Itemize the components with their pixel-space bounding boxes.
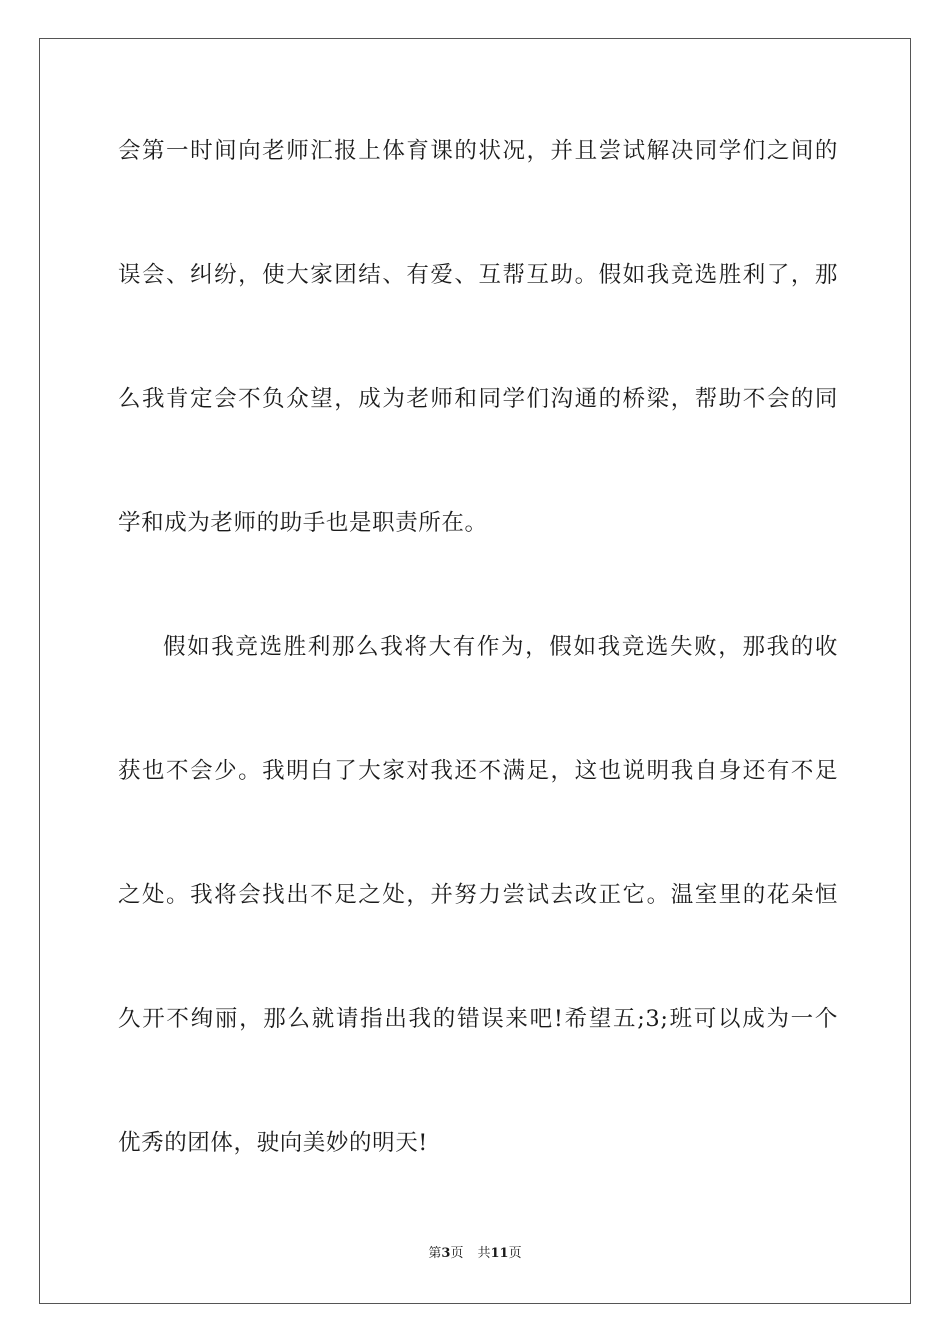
total-suffix: 页 (508, 1246, 522, 1261)
page-frame (39, 38, 911, 1304)
paragraph-line-3: 么我肯定会不负众望，成为老师和同学们沟通的桥梁，帮助不会的同 (118, 386, 838, 412)
total-prefix: 共 (477, 1246, 491, 1261)
page-number: 3 (441, 1246, 451, 1261)
paragraph-line-8: 久开不绚丽，那么就请指出我的错误来吧!希望五;3;班可以成为一个 (118, 1006, 838, 1032)
page-suffix: 页 (450, 1246, 464, 1261)
paragraph-line-5: 假如我竞选胜利那么我将大有作为，假如我竞选失败，那我的收 (163, 634, 838, 660)
paragraph-line-9: 优秀的团体，驶向美妙的明天! (118, 1130, 428, 1156)
paragraph-line-1: 会第一时间向老师汇报上体育课的状况，并且尝试解决同学们之间的 (118, 138, 838, 164)
paragraph-line-2: 误会、纠纷，使大家团结、有爱、互帮互助。假如我竞选胜利了，那 (118, 262, 838, 288)
paragraph-line-7: 之处。我将会找出不足之处，并努力尝试去改正它。温室里的花朵恒 (118, 882, 838, 908)
page-prefix: 第 (428, 1246, 442, 1261)
page-footer (0, 1244, 950, 1264)
total-pages: 11 (490, 1246, 509, 1261)
paragraph-line-6: 获也不会少。我明白了大家对我还不满足，这也说明我自身还有不足 (118, 758, 838, 784)
paragraph-line-4: 学和成为老师的助手也是职责所在。 (118, 510, 488, 536)
